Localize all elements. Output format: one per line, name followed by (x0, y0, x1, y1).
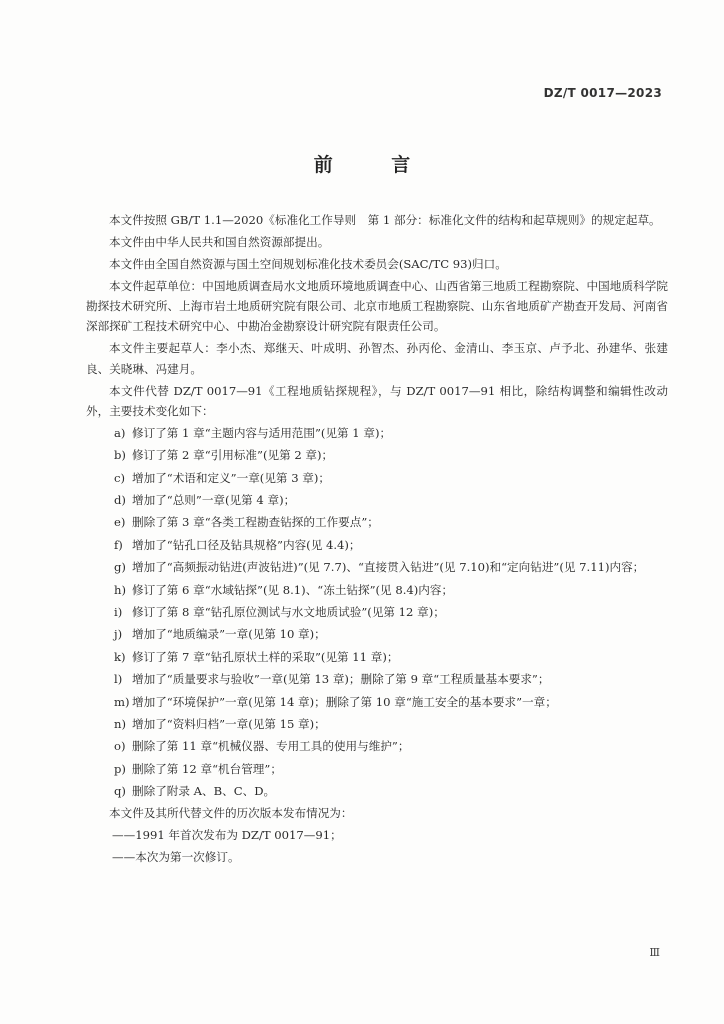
list-item-text: 删除了附录 A、B、C、D。 (132, 784, 276, 799)
list-item-text: 增加了“高频振动钻进(声波钻进)”(见 7.7)、“直接贯入钻进”(见 7.10)和“定向钻进”(见 7.11)内容； (132, 560, 645, 575)
paragraph-proposer: 本文件由中华人民共和国自然资源部提出。 (109, 235, 330, 249)
list-marker: p) (114, 761, 126, 776)
list-item (86, 580, 668, 600)
list-item-text: 修订了第 1 章“主题内容与适用范围”(见第 1 章)； (132, 425, 392, 440)
list-item-text: 增加了“质量要求与验收”一章(见第 13 章)；删除了第 9 章“工程质量基本要求”； (132, 672, 550, 687)
list-item (86, 624, 668, 644)
page-title: 前 言 (313, 154, 437, 176)
list-item-text: 增加了“钻孔口径及钻具规格”内容(见 4.4)； (132, 537, 361, 552)
list-item-text: 删除了第 12 章“机台管理”； (132, 761, 282, 776)
list-item (86, 714, 668, 734)
changes-list (86, 423, 668, 801)
list-marker: q) (114, 784, 126, 799)
paragraph-drafting-rules: 本文件按照 GB/T 1.1—2020《标准化工作导则 第 1 部分：标准化文件的结构和起草规则》的规定起草。 (109, 213, 661, 227)
list-item-text: 删除了第 3 章“各类工程勘查钻探的工作要点”； (132, 515, 379, 530)
list-marker: l) (114, 672, 123, 687)
list-marker: g) (114, 560, 126, 575)
list-item (86, 781, 668, 801)
list-item-text: 增加了“术语和定义”一章(见第 3 章)； (132, 470, 330, 485)
list-item (86, 535, 668, 555)
list-item (86, 669, 668, 689)
list-item-text: 修订了第 2 章“引用标准”(见第 2 章)； (132, 448, 334, 463)
list-item (86, 557, 668, 577)
list-item-text: 修订了第 7 章“钻孔原状土样的采取”(见第 11 章)； (132, 649, 399, 664)
paragraph-drafting-units: 本文件起草单位：中国地质调查局水文地质环境地质调查中心、山西省第三地质工程勘察院、中国地质科学院勘探技术研究所、上海市岩土地质研究院有限公司、北京市地质工程勘察院、山东省地质矿产勘查开发局、河南省深部探矿工程技术研究中心、中勘冶金勘察设计研究院有限责任公司。 (86, 279, 668, 334)
list-marker: d) (114, 492, 126, 507)
list-marker: m) (114, 694, 130, 709)
list-marker: e) (114, 515, 126, 530)
list-item-text: 增加了“资料归档”一章(见第 15 章)； (132, 716, 326, 731)
history-line: ——本次为第一次修订。 (112, 850, 240, 865)
paragraph-drafters: 本文件主要起草人：李小杰、郑继天、叶成明、孙智杰、孙丙伦、金清山、李玉京、卢予北、孙建华、张建良、关晓琳、冯建月。 (86, 341, 668, 376)
list-marker: c) (114, 470, 126, 485)
list-marker: o) (114, 739, 126, 754)
list-item-text: 修订了第 6 章“水域钻探”(见 8.1)、“冻土钻探”(见 8.4)内容； (132, 582, 454, 597)
list-item (86, 647, 668, 667)
standard-code: DZ/T 0017—2023 (543, 86, 662, 100)
list-marker: k) (114, 649, 126, 664)
history-line: ——1991 年首次发布为 DZ/T 0017—91； (112, 828, 342, 843)
list-item (86, 602, 668, 622)
list-item (86, 512, 668, 532)
list-item-text: 删除了第 11 章“机械仪器、专用工具的使用与维护”； (132, 739, 410, 754)
list-item (86, 468, 668, 488)
document-body (86, 210, 668, 869)
list-item (86, 423, 668, 443)
list-marker: b) (114, 448, 126, 463)
paragraph-committee: 本文件由全国自然资源与国土空间规划标准化技术委员会(SAC/TC 93)归口。 (109, 257, 507, 271)
list-marker: a) (114, 425, 126, 440)
list-marker: j) (114, 627, 123, 642)
page-number: Ⅲ (649, 946, 660, 959)
list-item (86, 490, 668, 510)
list-marker: i) (114, 604, 123, 619)
list-item (86, 445, 668, 465)
paragraph-replacement: 本文件代替 DZ/T 0017—91《工程地质钻探规程》，与 DZ/T 0017—91 相比，除结构调整和编辑性改动外，主要技术变化如下： (86, 383, 668, 418)
list-marker: n) (114, 716, 126, 731)
list-item-text: 增加了“环境保护”一章(见第 14 章)；删除了第 10 章“施工安全的基本要求”一章； (132, 694, 557, 709)
list-item-text: 增加了“总则”一章(见第 4 章)； (132, 492, 296, 507)
list-marker: h) (114, 582, 126, 597)
list-marker: f) (114, 537, 123, 552)
list-item (86, 692, 668, 712)
list-item-text: 增加了“地质编录”一章(见第 10 章)； (132, 627, 326, 642)
list-item (86, 759, 668, 779)
list-item (86, 736, 668, 756)
paragraph-history-intro: 本文件及其所代替文件的历次版本发布情况为： (109, 806, 353, 821)
list-item-text: 修订了第 8 章“钻孔原位测试与水文地质试验”(见第 12 章)； (132, 604, 445, 619)
